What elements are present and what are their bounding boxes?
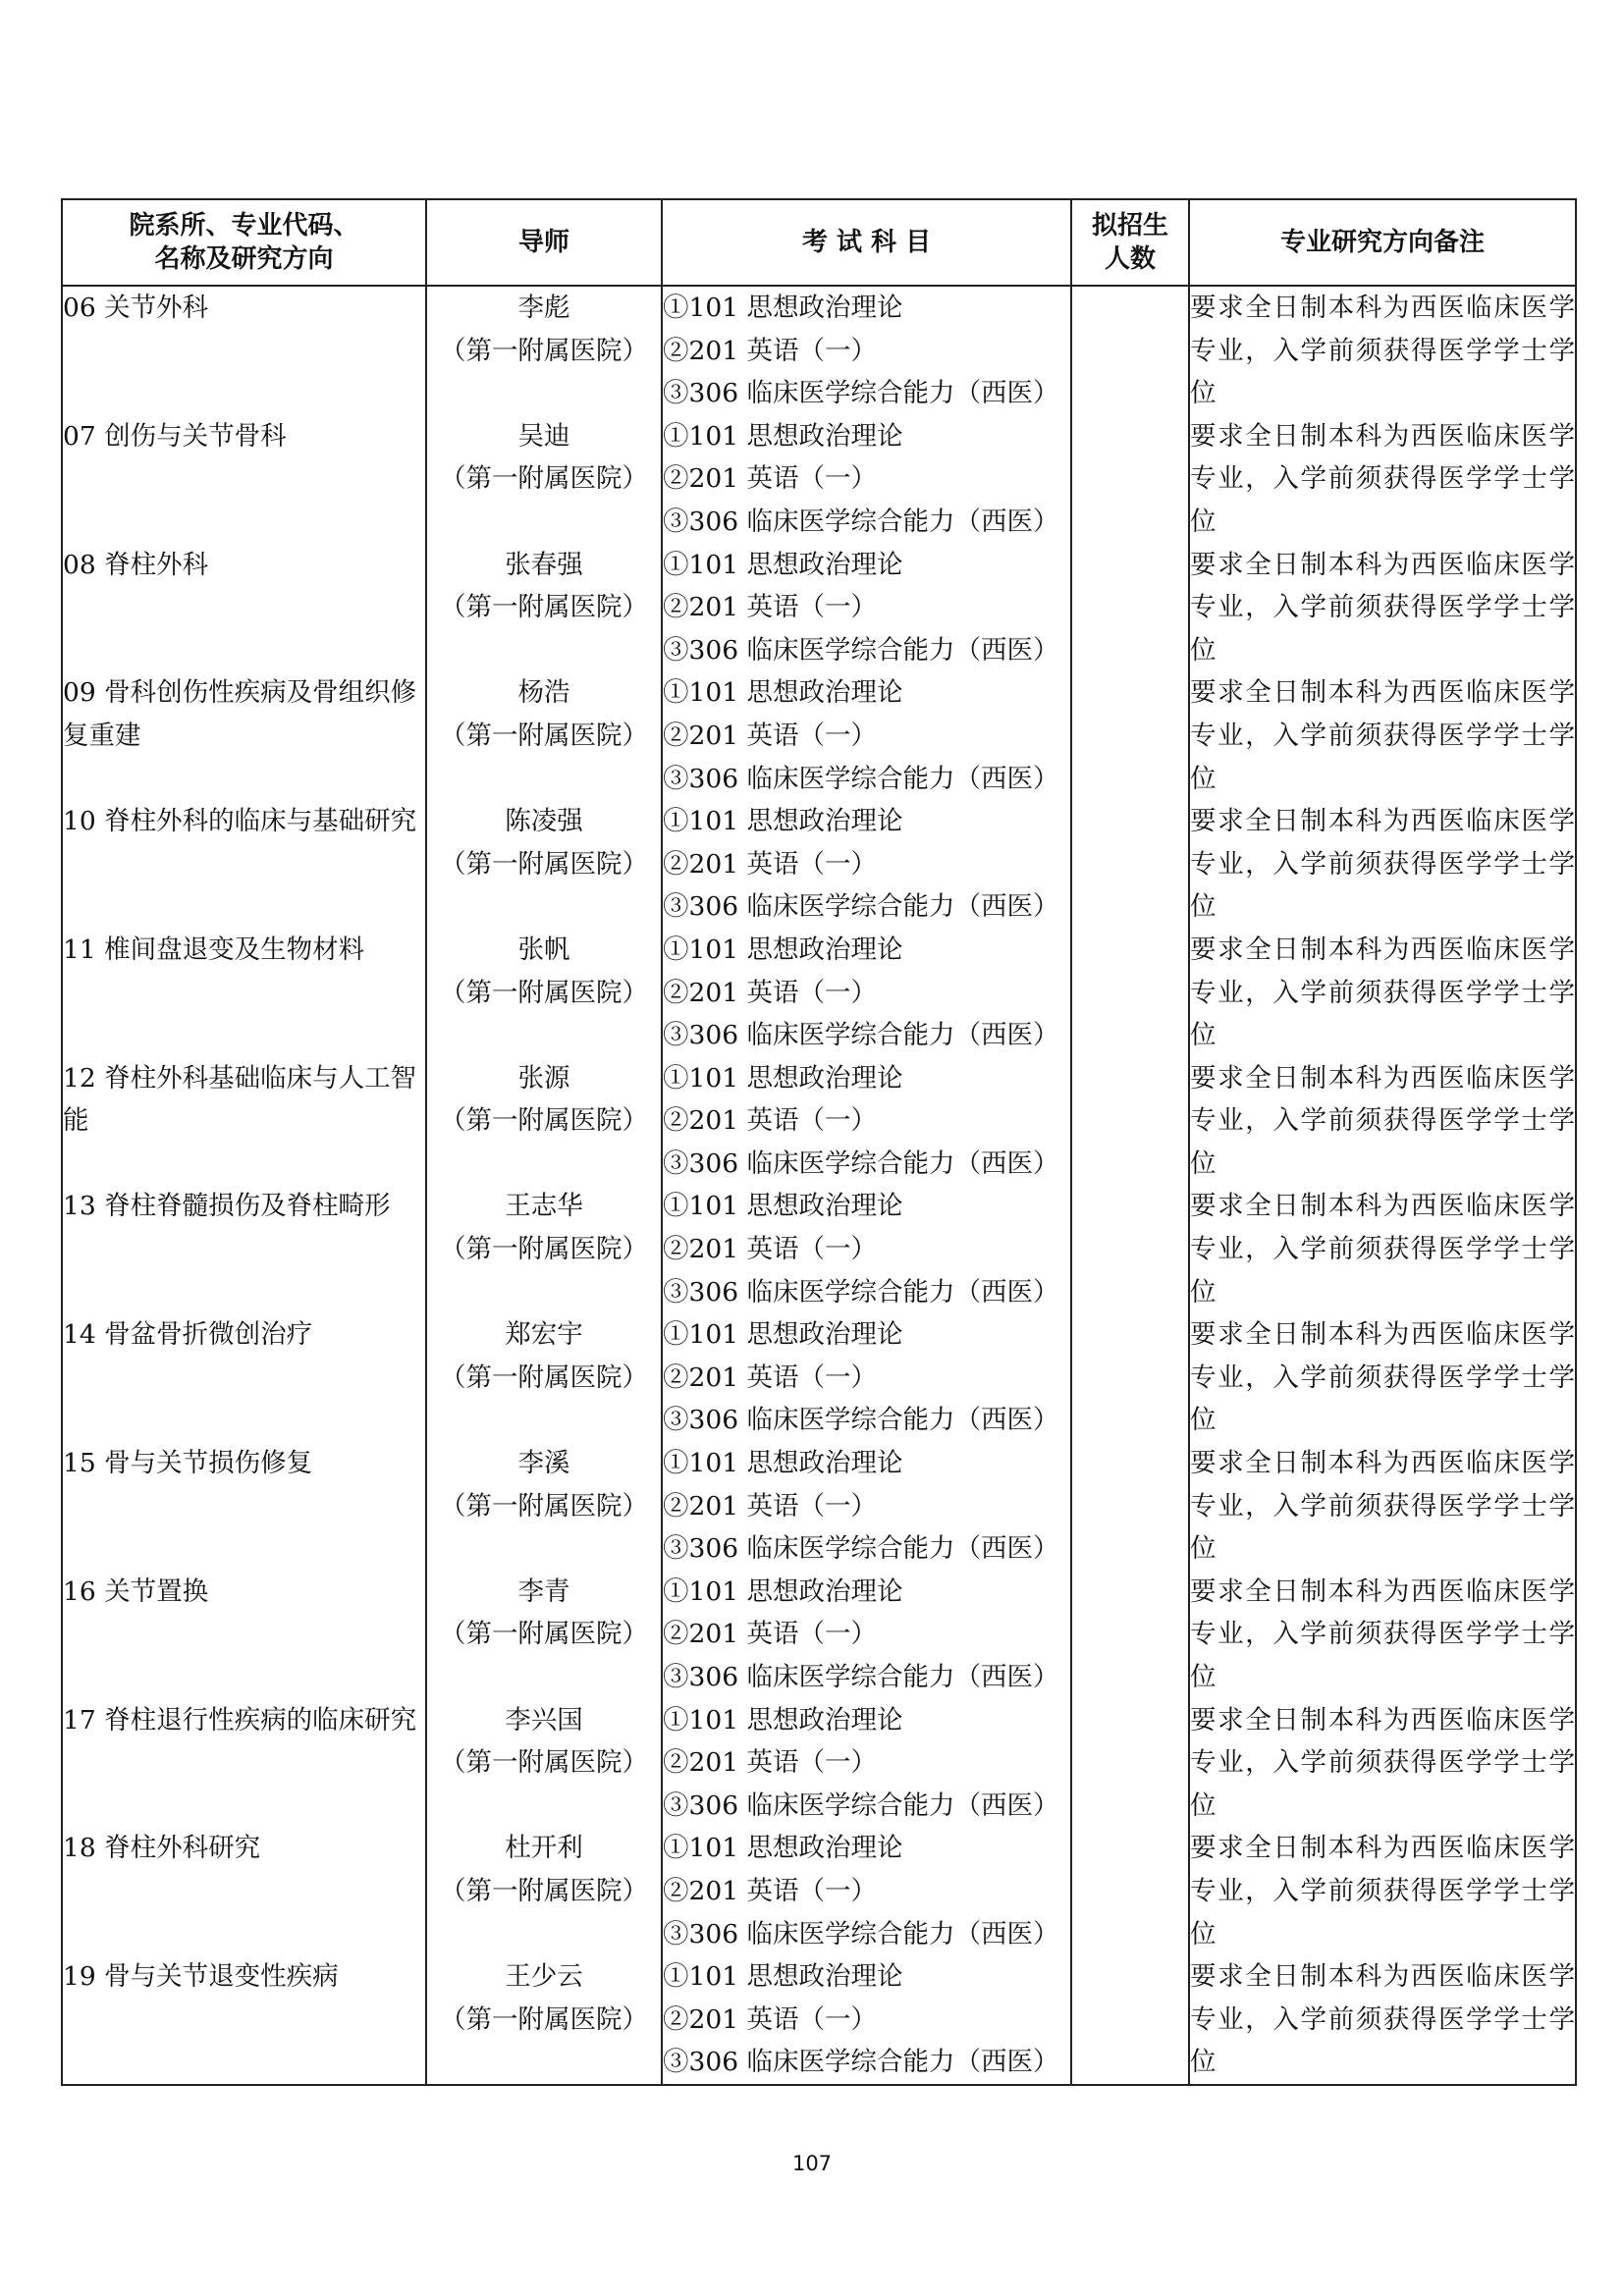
enrollment-quota-cell <box>1071 1313 1189 1442</box>
exam-subject-english: ②201 英语（一） <box>663 1362 878 1393</box>
exam-subject-clinical: ③306 临床医学综合能力（西医） <box>663 1533 1059 1565</box>
enrollment-quota-cell <box>1071 1442 1189 1571</box>
direction-note: 要求全日制本科为西医临床医学专业，入学前须获得医学学士学位 <box>1190 806 1575 923</box>
exam-subject-clinical: ③306 临床医学综合能力（西医） <box>663 763 1059 794</box>
direction-note-cell <box>1189 671 1576 800</box>
tutor-name: 吴迪 <box>517 420 570 452</box>
enrollment-quota-cell <box>1071 671 1189 800</box>
research-direction-cell <box>62 544 426 672</box>
direction-note: 要求全日制本科为西医临床医学专业，入学前须获得医学学士学位 <box>1190 1575 1575 1692</box>
research-direction-cell <box>62 1955 426 2085</box>
exam-subject-clinical: ③306 临床医学综合能力（西医） <box>663 1276 1059 1308</box>
exam-subjects-cell <box>662 1313 1071 1442</box>
direction-note-cell <box>1189 1313 1576 1442</box>
table-row <box>62 800 1576 929</box>
enrollment-quota-cell <box>1071 1571 1189 1699</box>
direction-note: 要求全日制本科为西医临床医学专业，入学前须获得医学学士学位 <box>1190 1191 1575 1308</box>
direction-note-cell <box>1189 544 1576 672</box>
research-direction: 13 脊柱脊髓损伤及脊柱畸形 <box>63 1191 391 1222</box>
direction-note-cell <box>1189 1571 1576 1699</box>
tutor-cell <box>426 1827 662 1955</box>
direction-note: 要求全日制本科为西医临床医学专业，入学前须获得医学学士学位 <box>1190 1704 1575 1821</box>
tutor-name: 陈凌强 <box>505 806 583 837</box>
enrollment-quota-cell <box>1071 415 1189 544</box>
exam-subject-clinical: ③306 临床医学综合能力（西医） <box>663 1789 1059 1821</box>
enrollment-quota-cell <box>1071 1057 1189 1186</box>
tutor-name: 李彪 <box>517 293 570 323</box>
direction-note-cell <box>1189 929 1576 1057</box>
research-direction-cell <box>62 286 426 415</box>
direction-note-cell <box>1189 1442 1576 1571</box>
enrollment-quota-cell <box>1071 800 1189 929</box>
research-direction: 11 椎间盘退变及生物材料 <box>63 934 365 965</box>
table-row <box>62 544 1576 672</box>
direction-note-cell <box>1189 1185 1576 1313</box>
research-direction-cell <box>62 1313 426 1442</box>
table-row <box>62 1955 1576 2085</box>
tutor-cell <box>426 1057 662 1186</box>
tutor-name: 张帆 <box>517 934 570 965</box>
header-quota-line1: 拟招生 <box>1091 211 1168 240</box>
exam-subject-politics: ①101 思想政治理论 <box>663 549 903 580</box>
direction-note: 要求全日制本科为西医临床医学专业，入学前须获得医学学士学位 <box>1190 293 1575 409</box>
tutor-hospital: （第一附属医院） <box>440 1234 648 1265</box>
research-direction-cell <box>62 1827 426 1955</box>
tutor-cell <box>426 1185 662 1313</box>
direction-note: 要求全日制本科为西医临床医学专业，入学前须获得医学学士学位 <box>1190 677 1575 794</box>
exam-subjects-cell <box>662 929 1071 1057</box>
tutor-hospital: （第一附属医院） <box>440 1490 648 1522</box>
research-direction: 12 脊柱外科基础临床与人工智能 <box>63 1062 417 1137</box>
table-row <box>62 1442 1576 1571</box>
exam-subject-english: ②201 英语（一） <box>663 1619 878 1650</box>
research-direction: 17 脊柱退行性疾病的临床研究 <box>63 1704 417 1735</box>
research-direction: 16 关节置换 <box>63 1575 209 1607</box>
tutor-name: 杜开利 <box>505 1833 583 1864</box>
research-direction: 10 脊柱外科的临床与基础研究 <box>63 806 417 837</box>
enrollment-quota-cell <box>1071 1699 1189 1828</box>
exam-subjects-cell <box>662 1827 1071 1955</box>
tutor-name: 王少云 <box>505 1961 583 1993</box>
tutor-hospital: （第一附属医院） <box>440 1619 648 1650</box>
table-row <box>62 415 1576 544</box>
tutor-name: 张源 <box>517 1062 570 1094</box>
exam-subject-politics: ①101 思想政治理论 <box>663 1062 903 1094</box>
header-notes: 专业研究方向备注 <box>1189 199 1576 286</box>
direction-note: 要求全日制本科为西医临床医学专业，入学前须获得医学学士学位 <box>1190 420 1575 537</box>
research-direction-cell <box>62 415 426 544</box>
exam-subject-english: ②201 英语（一） <box>663 977 878 1008</box>
research-direction-cell <box>62 800 426 929</box>
exam-subjects-cell <box>662 800 1071 929</box>
exam-subjects-cell <box>662 544 1071 672</box>
table-row <box>62 1313 1576 1442</box>
tutor-name: 李青 <box>517 1575 570 1607</box>
tutor-cell <box>426 1571 662 1699</box>
table-row <box>62 286 1576 415</box>
direction-note: 要求全日制本科为西医临床医学专业，入学前须获得医学学士学位 <box>1190 1961 1575 2078</box>
table-body <box>62 286 1576 2085</box>
exam-subject-english: ②201 英语（一） <box>663 1234 878 1265</box>
admissions-table <box>61 198 1577 2086</box>
table-row <box>62 1571 1576 1699</box>
header-direction <box>62 199 426 286</box>
tutor-name: 杨浩 <box>517 677 570 709</box>
exam-subject-politics: ①101 思想政治理论 <box>663 1575 903 1607</box>
tutor-hospital: （第一附属医院） <box>440 463 648 495</box>
tutor-cell <box>426 415 662 544</box>
exam-subject-politics: ①101 思想政治理论 <box>663 1191 903 1222</box>
exam-subject-english: ②201 英语（一） <box>663 1105 878 1137</box>
research-direction: 09 骨科创伤性疾病及骨组织修复重建 <box>63 677 417 751</box>
exam-subject-politics: ①101 思想政治理论 <box>663 806 903 837</box>
research-direction: 06 关节外科 <box>63 293 209 323</box>
tutor-cell <box>426 929 662 1057</box>
table-row <box>62 1827 1576 1955</box>
exam-subject-politics: ①101 思想政治理论 <box>663 1961 903 1993</box>
research-direction: 18 脊柱外科研究 <box>63 1833 261 1864</box>
exam-subject-politics: ①101 思想政治理论 <box>663 934 903 965</box>
enrollment-quota-cell <box>1071 1827 1189 1955</box>
direction-note: 要求全日制本科为西医临床医学专业，入学前须获得医学学士学位 <box>1190 934 1575 1051</box>
exam-subject-clinical: ③306 临床医学综合能力（西医） <box>663 506 1059 537</box>
exam-subjects-cell <box>662 1571 1071 1699</box>
research-direction: 19 骨与关节退变性疾病 <box>63 1961 339 1993</box>
tutor-hospital: （第一附属医院） <box>440 1105 648 1137</box>
tutor-cell <box>426 1313 662 1442</box>
research-direction-cell <box>62 1699 426 1828</box>
direction-note-cell <box>1189 415 1576 544</box>
exam-subject-english: ②201 英语（一） <box>663 1490 878 1522</box>
research-direction-cell <box>62 1571 426 1699</box>
tutor-cell <box>426 544 662 672</box>
exam-subject-clinical: ③306 临床医学综合能力（西医） <box>663 891 1059 923</box>
enrollment-quota-cell <box>1071 286 1189 415</box>
direction-note: 要求全日制本科为西医临床医学专业，入学前须获得医学学士学位 <box>1190 1319 1575 1436</box>
exam-subject-clinical: ③306 临床医学综合能力（西医） <box>663 1918 1059 1949</box>
exam-subjects-cell <box>662 1185 1071 1313</box>
enrollment-quota-cell <box>1071 544 1189 672</box>
enrollment-quota-cell <box>1071 1955 1189 2085</box>
direction-note: 要求全日制本科为西医临床医学专业，入学前须获得医学学士学位 <box>1190 549 1575 666</box>
tutor-name: 郑宏宇 <box>505 1319 583 1351</box>
research-direction-cell <box>62 671 426 800</box>
header-subjects: 考 试 科 目 <box>662 199 1071 286</box>
exam-subject-english: ②201 英语（一） <box>663 848 878 880</box>
direction-note-cell <box>1189 1699 1576 1828</box>
exam-subject-politics: ①101 思想政治理论 <box>663 1704 903 1735</box>
research-direction-cell <box>62 1442 426 1571</box>
research-direction-cell <box>62 929 426 1057</box>
tutor-hospital: （第一附属医院） <box>440 1362 648 1393</box>
header-quota <box>1071 199 1189 286</box>
exam-subject-politics: ①101 思想政治理论 <box>663 1319 903 1351</box>
exam-subject-english: ②201 英语（一） <box>663 720 878 751</box>
tutor-cell <box>426 1442 662 1571</box>
research-direction: 08 脊柱外科 <box>63 549 209 580</box>
tutor-cell <box>426 1699 662 1828</box>
exam-subject-politics: ①101 思想政治理论 <box>663 1833 903 1864</box>
exam-subject-politics: ①101 思想政治理论 <box>663 677 903 709</box>
exam-subjects-cell <box>662 415 1071 544</box>
exam-subjects-cell <box>662 1699 1071 1828</box>
tutor-cell <box>426 1955 662 2085</box>
exam-subject-english: ②201 英语（一） <box>663 463 878 495</box>
page-number: 107 <box>791 2152 833 2175</box>
tutor-name: 张春强 <box>505 549 583 580</box>
tutor-hospital: （第一附属医院） <box>440 335 648 366</box>
tutor-hospital: （第一附属医院） <box>440 977 648 1008</box>
table-row <box>62 1699 1576 1828</box>
exam-subject-politics: ①101 思想政治理论 <box>663 420 903 452</box>
tutor-cell <box>426 800 662 929</box>
tutor-name: 李溪 <box>517 1448 570 1479</box>
exam-subject-english: ②201 英语（一） <box>663 1875 878 1906</box>
table-row <box>62 929 1576 1057</box>
exam-subjects-cell <box>662 1955 1071 2085</box>
direction-note-cell <box>1189 286 1576 415</box>
exam-subject-clinical: ③306 临床医学综合能力（西医） <box>663 378 1059 409</box>
exam-subject-clinical: ③306 临床医学综合能力（西医） <box>663 2047 1059 2078</box>
table-header-row <box>62 199 1576 286</box>
table-row <box>62 1185 1576 1313</box>
tutor-hospital: （第一附属医院） <box>440 592 648 623</box>
enrollment-quota-cell <box>1071 1185 1189 1313</box>
table-row <box>62 1057 1576 1186</box>
research-direction-cell <box>62 1185 426 1313</box>
exam-subjects-cell <box>662 671 1071 800</box>
exam-subject-clinical: ③306 临床医学综合能力（西医） <box>663 1405 1059 1436</box>
direction-note-cell <box>1189 1955 1576 2085</box>
enrollment-quota-cell <box>1071 929 1189 1057</box>
exam-subject-politics: ①101 思想政治理论 <box>663 1448 903 1479</box>
tutor-hospital: （第一附属医院） <box>440 720 648 751</box>
header-direction-line2: 名称及研究方向 <box>154 244 334 274</box>
direction-note-cell <box>1189 1827 1576 1955</box>
tutor-cell <box>426 286 662 415</box>
table-row <box>62 671 1576 800</box>
header-direction-line1: 院系所、专业代码、 <box>129 211 359 240</box>
exam-subject-clinical: ③306 临床医学综合能力（西医） <box>663 1020 1059 1051</box>
direction-note-cell <box>1189 800 1576 929</box>
exam-subject-english: ②201 英语（一） <box>663 1747 878 1779</box>
research-direction: 14 骨盆骨折微创治疗 <box>63 1319 313 1351</box>
exam-subject-politics: ①101 思想政治理论 <box>663 293 903 323</box>
tutor-hospital: （第一附属医院） <box>440 1875 648 1906</box>
exam-subject-clinical: ③306 临床医学综合能力（西医） <box>663 1148 1059 1179</box>
exam-subjects-cell <box>662 286 1071 415</box>
exam-subject-clinical: ③306 临床医学综合能力（西医） <box>663 634 1059 666</box>
tutor-hospital: （第一附属医院） <box>440 1747 648 1779</box>
research-direction: 07 创伤与关节骨科 <box>63 420 287 452</box>
exam-subject-english: ②201 英语（一） <box>663 2003 878 2035</box>
tutor-hospital: （第一附属医院） <box>440 848 648 880</box>
tutor-name: 李兴国 <box>505 1704 583 1735</box>
exam-subject-english: ②201 英语（一） <box>663 592 878 623</box>
tutor-hospital: （第一附属医院） <box>440 2003 648 2035</box>
exam-subjects-cell <box>662 1442 1071 1571</box>
tutor-name: 王志华 <box>505 1191 583 1222</box>
research-direction-cell <box>62 1057 426 1186</box>
direction-note-cell <box>1189 1057 1576 1186</box>
exam-subjects-cell <box>662 1057 1071 1186</box>
direction-note: 要求全日制本科为西医临床医学专业，入学前须获得医学学士学位 <box>1190 1833 1575 1949</box>
research-direction: 15 骨与关节损伤修复 <box>63 1448 313 1479</box>
header-tutor: 导师 <box>426 199 662 286</box>
header-quota-line2: 人数 <box>1104 244 1156 274</box>
exam-subject-english: ②201 英语（一） <box>663 335 878 366</box>
direction-note: 要求全日制本科为西医临床医学专业，入学前须获得医学学士学位 <box>1190 1062 1575 1179</box>
exam-subject-clinical: ③306 临床医学综合能力（西医） <box>663 1662 1059 1692</box>
tutor-cell <box>426 671 662 800</box>
direction-note: 要求全日制本科为西医临床医学专业，入学前须获得医学学士学位 <box>1190 1448 1575 1565</box>
